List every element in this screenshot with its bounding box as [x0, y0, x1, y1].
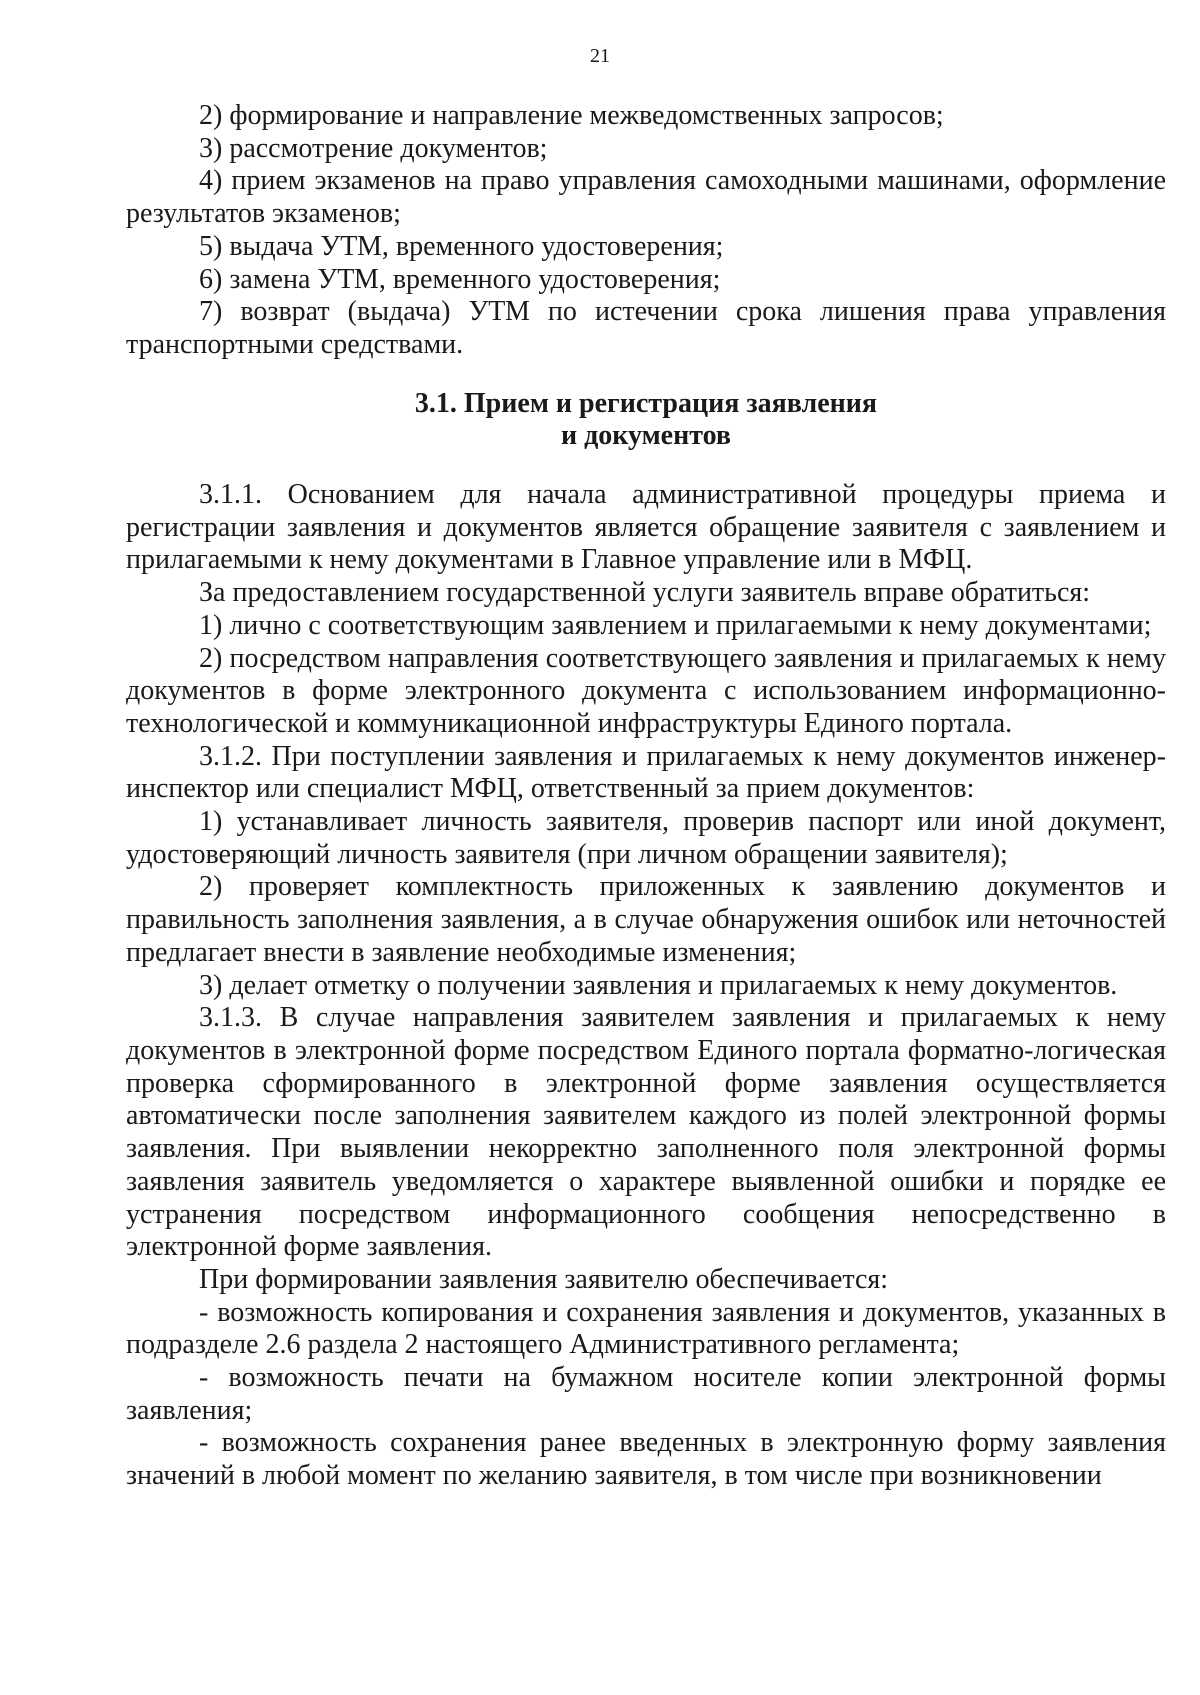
- paragraph: 3.1.3. В случае направления заявителем заявления и прилагаемых к нему документов в электронной форме посредством Единого портала форматно-логическая проверка сформированного в электронной форме заявления осуществляется автоматически после заполнения заявителем каждого из полей электронной формы заявления. При выявлении некорректно заполненного поля электронной формы заявления заявитель уведомляется о характере выявленной ошибки и порядке ее устранения посредством информационного сообщения непосредственно в электронной форме заявления.: [126, 1002, 1166, 1263]
- paragraph: 1) лично с соответствующим заявлением и прилагаемыми к нему документами;: [199, 609, 1152, 641]
- page-number: 21: [590, 45, 610, 67]
- paragraph: 3.1.1. Основанием для начала административной процедуры приема и регистрации заявления и документов является обращение заявителя с заявлением и прилагаемыми к нему документами в Главное управление или в МФЦ.: [126, 479, 1166, 576]
- list-item: 6) замена УТМ, временного удостоверения;: [199, 263, 721, 295]
- document-body: [126, 100, 1166, 1493]
- list-item: 3) рассмотрение документов;: [199, 132, 548, 164]
- paragraph: 2) посредством направления соответствующего заявления и прилагаемых к нему документов в форме электронного документа с использованием информационно-технологической и коммуникационной инфраструктуры Единого портала.: [126, 642, 1166, 739]
- paragraph: 1) устанавливает личность заявителя, проверив паспорт или иной документ, удостоверяющий личность заявителя (при личном обращении заявителя);: [126, 806, 1166, 870]
- list-item: 7) возврат (выдача) УТМ по истечении срока лишения права управления транспортными средствами.: [126, 296, 1166, 360]
- list-item: 2) формирование и направление межведомственных запросов;: [199, 100, 944, 131]
- paragraph: - возможность сохранения ранее введенных в электронную форму заявления значений в любой момент по желанию заявителя, в том числе при возникновении: [126, 1427, 1166, 1492]
- list-item: 4) прием экзаменов на право управления самоходными машинами, оформление результатов экзаменов;: [126, 165, 1166, 230]
- paragraph: - возможность копирования и сохранения заявления и документов, указанных в подразделе 2.6 раздела 2 настоящего Административного регламента;: [126, 1296, 1166, 1361]
- paragraph: 2) проверяет комплектность приложенных к заявлению документов и правильность заполнения заявления, а в случае обнаружения ошибок или неточностей предлагает внести в заявление необходимые изменения;: [126, 871, 1166, 968]
- section-heading-line: 3.1. Прием и регистрация заявления: [414, 387, 878, 419]
- paragraph: 3.1.2. При поступлении заявления и прилагаемых к нему документов инженер-инспектор или специалист МФЦ, ответственный за прием документов:: [126, 740, 1166, 805]
- paragraph: При формировании заявления заявителю обеспечивается:: [199, 1263, 889, 1295]
- section-heading: [126, 388, 1166, 453]
- paragraph: 3) делает отметку о получении заявления и прилагаемых к нему документов.: [199, 969, 1118, 1001]
- paragraph: За предоставлением государственной услуги заявитель вправе обратиться:: [199, 577, 1091, 609]
- list-item: 5) выдача УТМ, временного удостоверения;: [199, 230, 724, 262]
- section-heading-line: и документов: [560, 420, 732, 452]
- paragraph: - возможность печати на бумажном носителе копии электронной формы заявления;: [126, 1362, 1166, 1426]
